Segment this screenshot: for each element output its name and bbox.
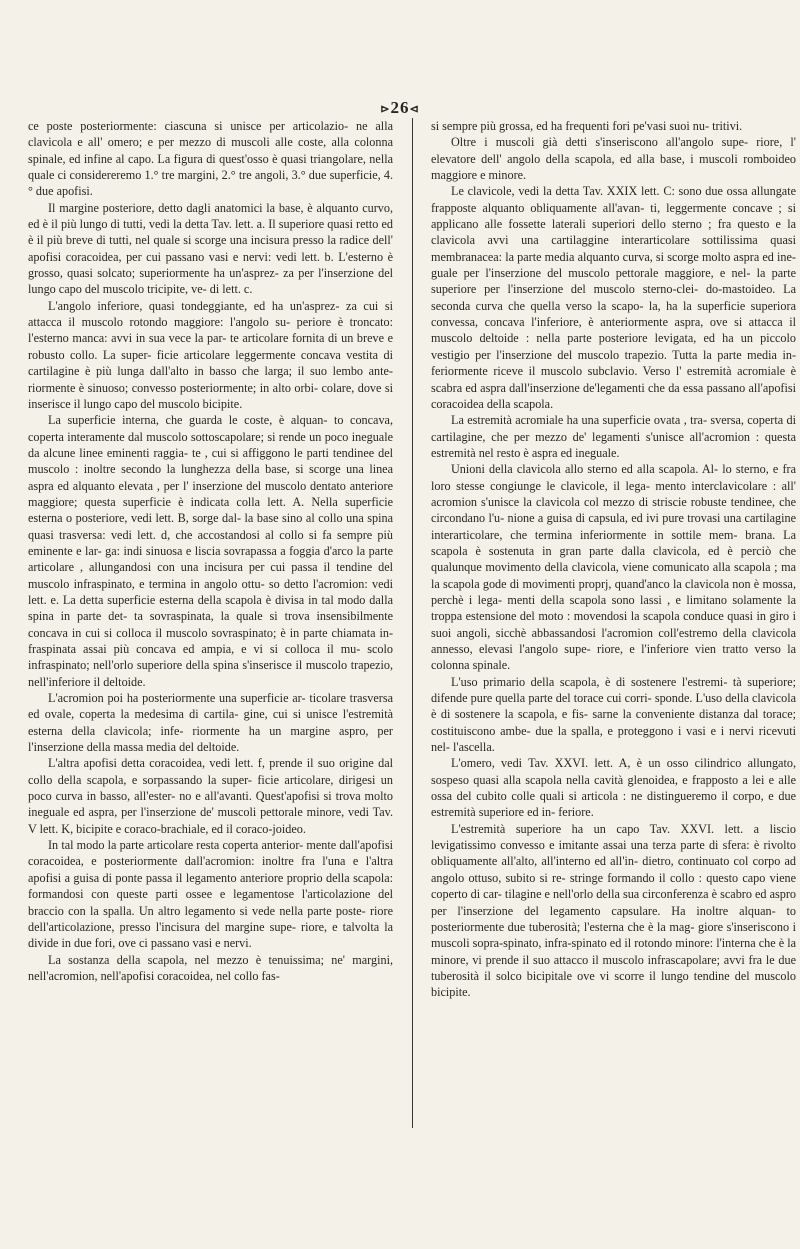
paragraph: Il margine posteriore, detto dagli anatomici la base, è alquanto curvo, ed è il più lungo di tutti, vedi la detta Tav. lett. a. Il superiore quasi retto ed è il più breve di tutti, nel quale si scorge una incisura presso la radice dell' apofisi coracoidea, per cui passano vasi e nervi: vedi lett. b. L'esterno è grosso, quasi solcato; superiormente ha un'asprez- za per l'inserzione del lungo capo del muscolo tricipite, ve- di lett. c.: [28, 200, 393, 297]
ornament-left-icon: ⊳: [380, 103, 391, 116]
left-column: [28, 118, 393, 984]
paragraph: L'uso primario della scapola, è di sostenere l'estremi- tà superiore; difende pure quella parte del torace cui corri- sponde. L'uso della clavicola è di sostenere la scapola, e fis- sarne la conveniente distanza dal torace; costituiscono ambe- due la spalla, e proteggono i vasi e i nervi ricevuti nel- l'ascella.: [431, 674, 796, 755]
right-column: [431, 118, 796, 1001]
paragraph: Unioni della clavicola allo sterno ed alla scapola. Al- lo sterno, e fra loro stesse congiunge le clavicole, il lega- mento interclavicolare : all' acromion s'unisce la clavicola col mezzo di striscie robuste tendinee, che circondano l'u- nione a guisa di capsula, ed ivi pure trovasi una cartilagine interarticolare, che termina inferiormente in sottile mem- brana. La scapola è sostenuta in gran parte dalla clavicola, ed è perciò che qualunque movimento della clavicola, viene comunicato alla scapola ; ma la scapola gode di movimenti proprj, quand'anco la clavicola non è mossa, perchè i lega- menti della scapola sono lassi , e limitano solamente la troppa estensione del moto : movendosi la scapola conduce quasi in giro i suoi angoli, sicchè abbassandosi l'acromion coll'estremo della clavicola annesso, elevasi l'angolo supe- riore, e l'inferiore vien tratto verso la colonna spinale.: [431, 462, 796, 673]
paragraph: La estremità acromiale ha una superficie ovata , tra- sversa, coperta di cartilagine, che per mezzo de' legamenti s'unisce all'acromion : questa estremità nel resto è aspra ed ineguale.: [431, 413, 796, 460]
paragraph: L'acromion poi ha posteriormente una superficie ar- ticolare trasversa ed ovale, coperta la medesima di cartila- gine, cui si unisce l'estremità esterna della clavicola; infe- riormente ha un margine aspro, per l'inserzione della massa media del deltoide.: [28, 691, 393, 755]
paragraph: In tal modo la parte articolare resta coperta anterior- mente dall'apofisi coracoidea, e posteriormente dall'acromion: inoltre fra l'una e l'altra apofisi a guisa di ponte passa il legamento anteriore proprio della scapola: formandosi con queste parti ossee e legamentose l'articolazione del braccio con la spalla. Un altro legamento si vede nella parte poste- riore dell'articolazione, presso l'incisura del margine supe- riore, e talvolta la divide in due fori, ove ci passano vasi e nervi.: [28, 838, 393, 951]
page-header: [0, 98, 800, 118]
column-divider: [412, 118, 413, 1128]
paragraph: Le clavicole, vedi la detta Tav. XXIX lett. C: sono due ossa allungate frapposte alquanto obliquamente all'avan- ti, leggermente concave ; si applicano alle fossette laterali superiori dello sterno ; fra questo e la clavicola avvi una cartilaggine interarticolare sottilissima quasi membranacea: la parte media alquanto curva, si scorge molto aspra ed ine- guale per l'inserzione del muscolo pettorale maggiore, e nel- la parte superiore per l'inserzione del muscolo sterno-clei- do-mastoideo. La seconda curva che quella verso la scapo- la, ha la superficie superiora convessa, concava l'inferiore, è anteriormente aspra, ove si attacca il muscolo deltoide : nella parte posteriore levigata, ed ha un piccolo vestigio per l'inserzione del muscolo trapezio. Tutta la parte media in- feriormente riceve il muscolo subclavio. Verso l' estremità acromiale è scabra ed aspra dall'inserzione de'legamenti che da essa passano all'apofisi coracoidea della scapola.: [431, 184, 796, 411]
paragraph: si sempre più grossa, ed ha frequenti fori pe'vasi suoi nu- tritivi.: [431, 119, 743, 133]
paragraph: Oltre i muscoli già detti s'inseriscono all'angolo supe- riore, l' elevatore dell' angolo della scapola, ed alla base, i muscoli romboideo maggiore e minore.: [431, 135, 796, 183]
paragraph: La sostanza della scapola, nel mezzo è tenuissima; ne' margini, nell'acromion, nell'apofisi coracoidea, nel collo fas-: [28, 952, 393, 983]
page-number: 26: [390, 98, 410, 117]
paragraph: ce poste posteriormente: ciascuna si unisce per articolazio- ne alla clavicola e all' omero; e per mezzo di muscoli alle coste, alla colonna spinale, ed infine al capo. La figura di quest'osso è quasi triangolare, nella quale ci considereremo 1.° tre margini, 2.° tre angoli, 3.° due superficie, 4.° due apofisi.: [28, 119, 393, 199]
paragraph: L'estremità superiore ha un capo Tav. XXVI. lett. a liscio levigatissimo convesso e imitante assai una terza parte di sfera: è rivolto obliquamente all'alto, all'interno ed all'in- dietro, continuato col corpo ad angolo ottuso, subito si re- stringe formando il collo : questo capo viene coperto di car- tilagine e nell'orlo della sua circonferenza è scabro ed aspro per l'inserzione del legamento capsulare. Ha inoltre alquan- to posteriormente due tuberosità; l'esterna che è la mag- giore s'inseriscono i muscoli sopra-spinato, infra-spinato ed il rotondo minore: l'interna che è la minore, vi prende il suo attacco il muscolo infrascapolare; avvi fra le due tuberosità il solco bicipitale ove vi scorre il lungo tendine del muscolo bicipite.: [431, 821, 796, 1000]
ornament-right-icon: ⊲: [409, 103, 420, 116]
paragraph: L'altra apofisi detta coracoidea, vedi lett. f, prende il suo origine dal collo della scapola, e sorpassando la super- ficie articolare, dirigesi un poco curva in basso, all'ester- no e all'avanti. Quest'apofisi si trova molto ineguale ed aspra, per l'inserzione de' muscoli pettorale minore, vedi Tav. V lett. K, bicipite e coraco-brachiale, ed il coraco-joideo.: [28, 756, 393, 836]
paragraph: L'angolo inferiore, quasi tondeggiante, ed ha un'asprez- za cui si attacca il muscolo rotondo maggiore: l'angolo su- periore è troncato: l'esterno manca: avvi in sua vece la par- te articolare fornita di un breve e robusto collo. La super- ficie articolare leggermente concava vestita di cartilagine è più lunga dall'alto in basso che larga; il suo lembo ante- riormente è sinuoso; convesso posteriormente; in alto orbi- colare, dove si inserisce il lungo capo del muscolo bicipite.: [28, 298, 393, 411]
paragraph: L'omero, vedi Tav. XXVI. lett. A, è un osso cilindrico allungato, sospeso quasi alla scapola nella cavità glenoidea, e frapposto a lei e alle ossa del cubito colle quali si articola : ne distingueremo il corpo, e due estremità superiore ed in- feriore.: [431, 756, 796, 820]
paragraph: La superficie interna, che guarda le coste, è alquan- to concava, coperta interamente dal muscolo sottoscapolare; si rende un poco ineguale da alcune linee eminenti raggia- te , cui si affiggono le parti tendinee del muscolo : inoltre secondo la lunghezza della base, si scorge una linea aspra ed alquanto elevata , per l' inserzione del muscolo dentato anteriore maggiore; questa superficie è indicata colla lett. A. Nella superficie esterna o posteriore, vedi lett. B, sorge dal- la base sino al collo una spina quasi trasversa: vedi lett. d, che accostandosi al collo si fa sempre più eminente e lar- ga: indi sinuosa e liscia sovrapassa a foggia d'arco la parte articolare , allungandosi con una incisura per cui passa il tendine del muscolo infraspinato, e termina in angolo ottu- so detto l'acromion: vedi lett. e. La detta superficie esterna della scapola è divisa in tal modo dalla spina in parte det- ta sovraspinata, la quale si trova insensibilmente concava in cui si colloca il muscolo sovraspinato; è in parte chiamata in- fraspinata assai più concava ed ampia, e vi si colloca il mu- scolo infraspinato; nell'orlo superiore della spina s'inserisce il muscolo trapezio, nell'inferiore il deltoide.: [28, 413, 393, 689]
